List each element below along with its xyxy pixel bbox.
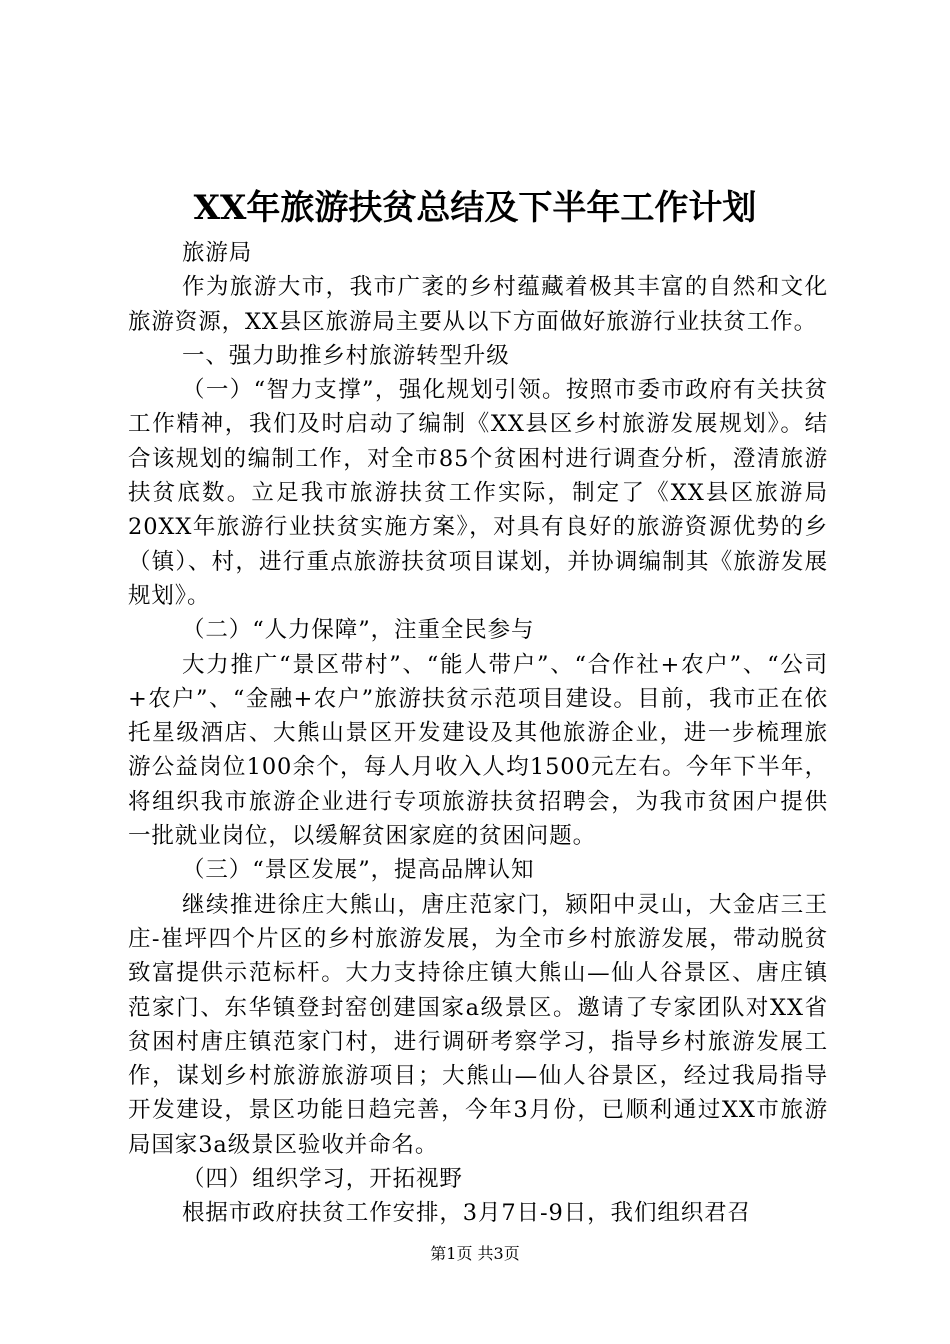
section-heading-1: 一、强力助推乡村旅游转型升级	[182, 342, 510, 369]
paragraph-employment: 大力推广“景区带村”、“能人带户”、“合作社+农户”、“公司+农户”、“金融+农户”旅游扶贫示范项目建设。目前，我市正在依托星级酒店、大熊山景区开发建设及其他旅游企业，进一步梳理旅游公益岗位100余个，每人月收入人均1500元左右。今年下半年，将组织我市旅游企业进行专项旅游扶贫招聘会，为我市贫困户提供一批就业岗位，以缓解贫困家庭的贫困问题。	[128, 651, 828, 850]
subsection-heading-3: （三）“景区发展”，提高品牌认知	[182, 857, 535, 884]
paragraph-study-trip: 根据市政府扶贫工作安排，3月7日-9日，我们组织君召	[182, 1200, 751, 1227]
subsection-heading-4: （四）组织学习，开拓视野	[182, 1166, 463, 1193]
paragraph-planning: （一）“智力支撑”，强化规划引领。按照市委市政府有关扶贫工作精神，我们及时启动了编制《XX县区乡村旅游发展规划》。结合该规划的编制工作，对全市85个贫困村进行调查分析，澄清旅游扶贫底数。立足我市旅游扶贫工作实际，制定了《XX县区旅游局20XX年旅游行业扶贫实施方案》，对具有良好的旅游资源优势的乡（镇）、村，进行重点旅游扶贫项目谋划，并协调编制其《旅游发展规划》。	[128, 377, 828, 609]
paragraph-scenic-areas: 继续推进徐庄大熊山，唐庄范家门，颍阳中灵山，大金店三王庄-崔坪四个片区的乡村旅游发展，为全市乡村旅游发展，带动脱贫致富提供示范标杆。大力支持徐庄镇大熊山—仙人谷景区、唐庄镇范家门、东华镇登封窑创建国家a级景区。邀请了专家团队对XX省贫困村唐庄镇范家门村，进行调研考察学习，指导乡村旅游发展工作，谋划乡村旅游旅游项目；大熊山—仙人谷景区，经过我局指导开发建设，景区功能日趋完善，今年3月份，已顺利通过XX市旅游局国家3a级景区验收并命名。	[128, 891, 828, 1158]
document-body	[128, 236, 828, 1231]
page-number-footer: 第1页 共3页	[430, 1244, 520, 1263]
document-title: XX年旅游扶贫总结及下半年工作计划	[193, 188, 757, 228]
paragraph-intro: 作为旅游大市，我市广袤的乡村蕴藏着极其丰富的自然和文化旅游资源，XX县区旅游局主要从以下方面做好旅游行业扶贫工作。	[128, 274, 828, 335]
author-line: 旅游局	[182, 240, 253, 266]
subsection-heading-2: （二）“人力保障”，注重全民参与	[182, 617, 535, 644]
